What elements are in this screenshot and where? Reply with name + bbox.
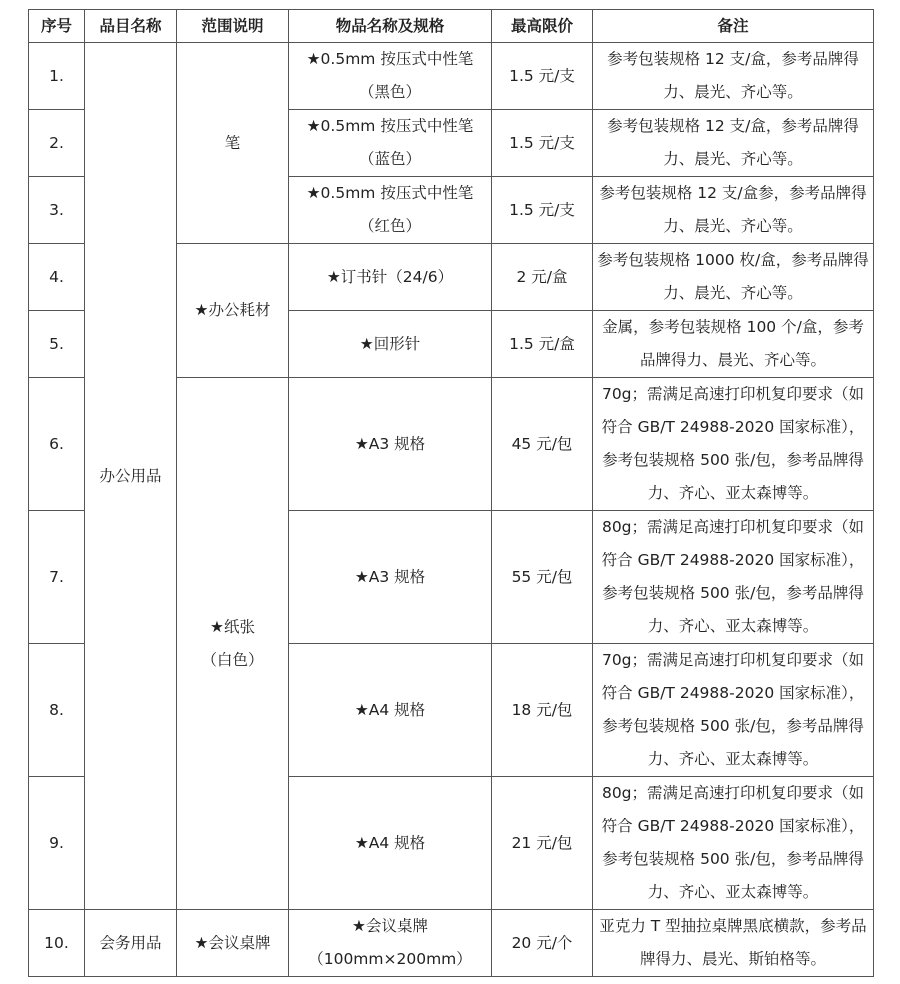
remark: 70g；需满足高速打印机复印要求（如符合 GB/T 24988-2020 国家标准），参考包装规格 500 张/包，参考品牌得力、齐心、亚太森博等。 xyxy=(593,644,874,777)
header-index: 序号 xyxy=(29,10,85,43)
category-meeting-supplies: 会务用品 xyxy=(85,910,177,977)
item-name: ★0.5mm 按压式中性笔（红色） xyxy=(289,177,492,244)
scope-nameplate: ★会议桌牌 xyxy=(177,910,289,977)
row-index: 6. xyxy=(29,378,85,511)
header-row xyxy=(29,10,874,43)
row-index: 10. xyxy=(29,910,85,977)
scope-paper-line1: ★纸张 xyxy=(210,617,255,636)
item-name: ★会议桌牌（100mm×200mm） xyxy=(289,910,492,977)
row-index: 4. xyxy=(29,244,85,311)
max-price: 2 元/盒 xyxy=(492,244,593,311)
remark: 亚克力 T 型抽拉桌牌黑底横款，参考品牌得力、晨光、斯铂格等。 xyxy=(593,910,874,977)
row-index: 9. xyxy=(29,777,85,910)
max-price: 18 元/包 xyxy=(492,644,593,777)
table-row xyxy=(29,43,874,110)
max-price: 1.5 元/支 xyxy=(492,177,593,244)
row-index: 8. xyxy=(29,644,85,777)
remark: 参考包装规格 12 支/盒参，参考品牌得力、晨光、齐心等。 xyxy=(593,177,874,244)
row-index: 1. xyxy=(29,43,85,110)
remark: 金属，参考包装规格 100 个/盒，参考品牌得力、晨光、齐心等。 xyxy=(593,311,874,378)
item-name: ★订书针（24/6） xyxy=(289,244,492,311)
row-index: 7. xyxy=(29,511,85,644)
row-index: 5. xyxy=(29,311,85,378)
remark: 参考包装规格 12 支/盒，参考品牌得力、晨光、齐心等。 xyxy=(593,43,874,110)
item-name: ★0.5mm 按压式中性笔（黑色） xyxy=(289,43,492,110)
category-label: 办公用品 xyxy=(99,466,162,485)
remark: 参考包装规格 12 支/盒，参考品牌得力、晨光、齐心等。 xyxy=(593,110,874,177)
item-name: ★A4 规格 xyxy=(289,777,492,910)
remark: 70g；需满足高速打印机复印要求（如符合 GB/T 24988-2020 国家标准），参考包装规格 500 张/包，参考品牌得力、齐心、亚太森博等。 xyxy=(593,378,874,511)
max-price: 20 元/个 xyxy=(492,910,593,977)
item-name: ★A3 规格 xyxy=(289,511,492,644)
table-row xyxy=(29,910,874,977)
header-max-price: 最高限价 xyxy=(492,10,593,43)
scope-consumables: ★办公耗材 xyxy=(177,244,289,378)
max-price: 1.5 元/支 xyxy=(492,43,593,110)
scope-pen: 笔 xyxy=(177,43,289,244)
item-name: ★回形针 xyxy=(289,311,492,378)
max-price: 1.5 元/盒 xyxy=(492,311,593,378)
row-index: 3. xyxy=(29,177,85,244)
header-category: 品目名称 xyxy=(85,10,177,43)
header-item: 物品名称及规格 xyxy=(289,10,492,43)
category-office-supplies xyxy=(85,43,177,910)
item-name: ★A4 规格 xyxy=(289,644,492,777)
max-price: 45 元/包 xyxy=(492,378,593,511)
remark: 参考包装规格 1000 枚/盒，参考品牌得力、晨光、齐心等。 xyxy=(593,244,874,311)
item-name: ★0.5mm 按压式中性笔（蓝色） xyxy=(289,110,492,177)
row-index: 2. xyxy=(29,110,85,177)
price-limit-table xyxy=(28,9,874,977)
header-scope: 范围说明 xyxy=(177,10,289,43)
header-remark: 备注 xyxy=(593,10,874,43)
remark: 80g；需满足高速打印机复印要求（如符合 GB/T 24988-2020 国家标准），参考包装规格 500 张/包，参考品牌得力、齐心、亚太森博等。 xyxy=(593,777,874,910)
item-name: ★A3 规格 xyxy=(289,378,492,511)
scope-paper-line2: （白色） xyxy=(201,650,264,669)
max-price: 21 元/包 xyxy=(492,777,593,910)
max-price: 55 元/包 xyxy=(492,511,593,644)
remark: 80g；需满足高速打印机复印要求（如符合 GB/T 24988-2020 国家标准），参考包装规格 500 张/包，参考品牌得力、齐心、亚太森博等。 xyxy=(593,511,874,644)
max-price: 1.5 元/支 xyxy=(492,110,593,177)
scope-paper xyxy=(177,378,289,910)
